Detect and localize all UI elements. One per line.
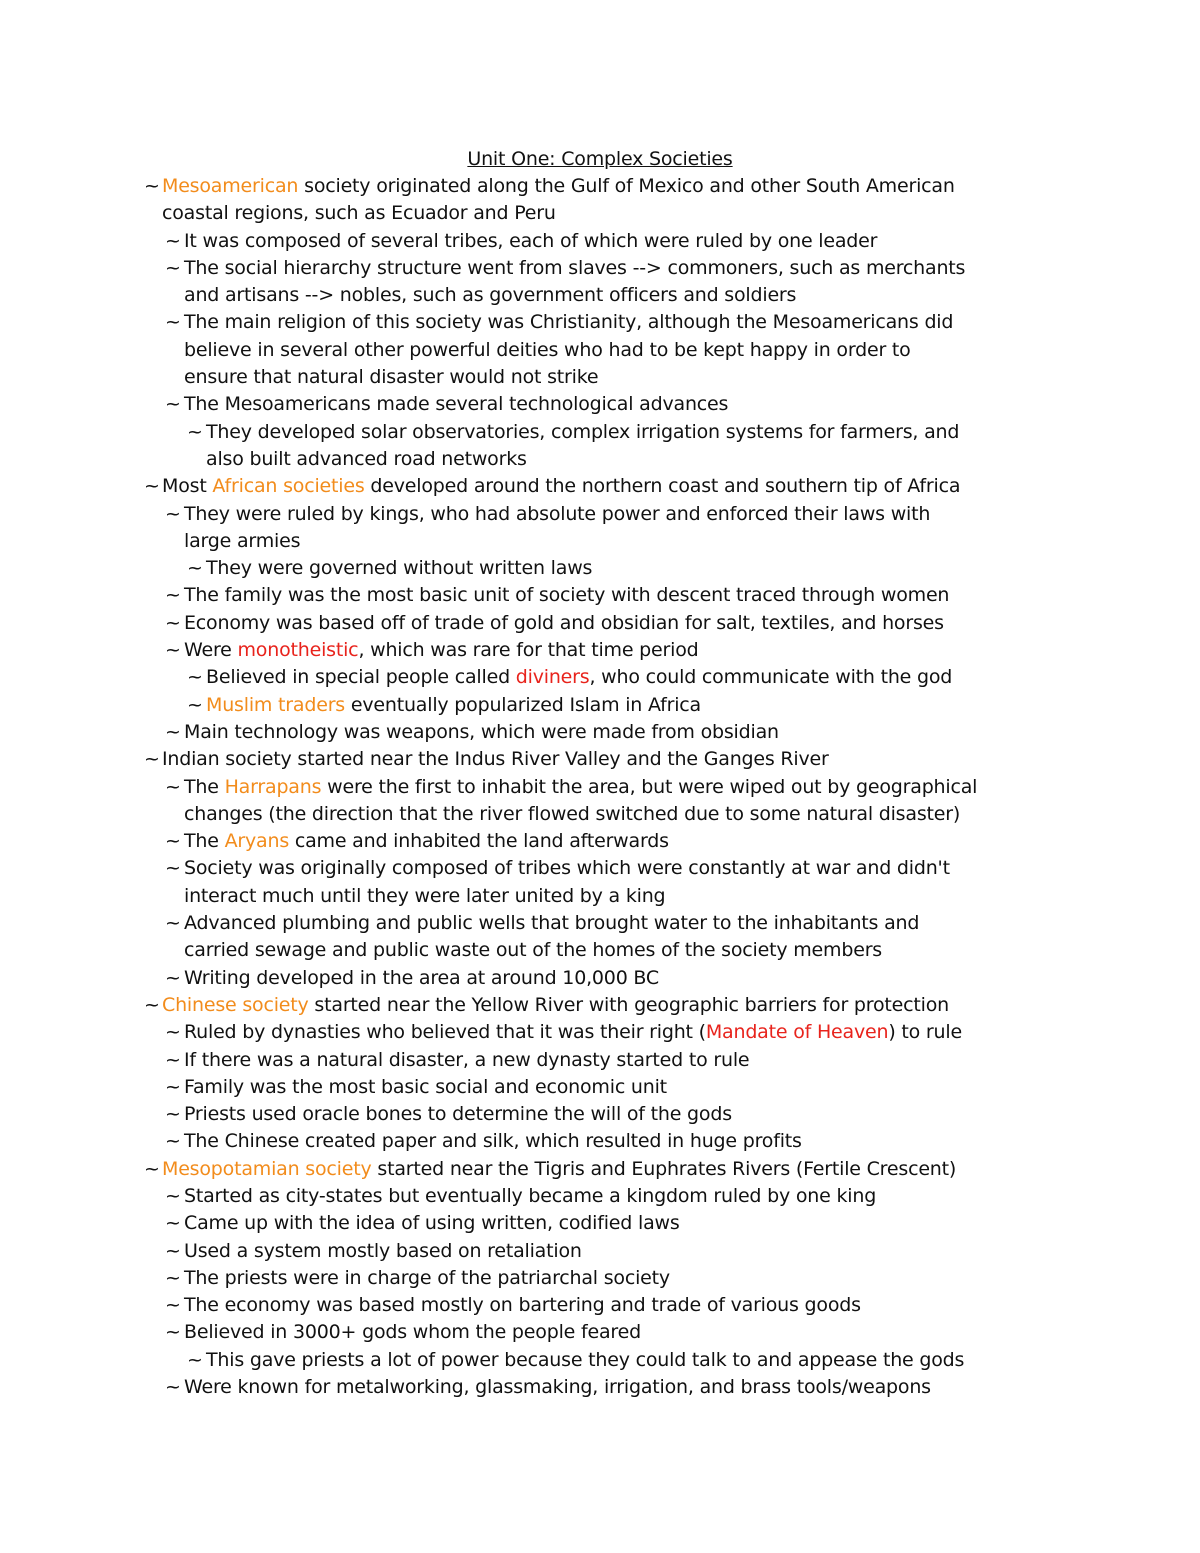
note-text — [184, 937, 882, 964]
note-line — [0, 1265, 1200, 1292]
bullet-tilde-icon: ~ — [144, 993, 160, 1016]
note-line — [0, 419, 1200, 446]
note-text — [184, 228, 877, 255]
note-segment: Used a system mostly based on retaliation — [184, 1239, 582, 1262]
note-segment: The family was the most basic unit of society with descent traced through women — [184, 584, 950, 607]
note-text — [184, 582, 949, 609]
note-text — [206, 1347, 964, 1374]
note-segment: This gave priests a lot of power because they could talk to and appease the gods — [206, 1348, 965, 1371]
bullet-tilde-icon: ~ — [144, 748, 160, 771]
note-segment: also built advanced road networks — [206, 447, 527, 470]
note-line — [0, 992, 1200, 1019]
note-text — [184, 1183, 876, 1210]
note-segment: The Chinese created paper and silk, which resulted in huge profits — [184, 1130, 802, 1153]
note-segment: Believed in special people called — [206, 666, 516, 689]
note-line — [0, 610, 1200, 637]
bullet-tilde-icon: ~ — [165, 1376, 181, 1399]
note-segment: They developed solar observatories, complex irrigation systems for farmers, and — [206, 420, 960, 443]
note-text — [184, 364, 598, 391]
note-text — [206, 446, 527, 473]
note-segment: coastal regions, such as Ecuador and Peru — [162, 202, 556, 225]
document-title: Unit One: Complex Societies — [467, 148, 733, 170]
note-line — [0, 801, 1200, 828]
note-segment: started near the Tigris and Euphrates Rivers (Fertile Crescent) — [371, 1157, 957, 1180]
bullet-tilde-icon: ~ — [165, 1048, 181, 1071]
note-text — [184, 1319, 641, 1346]
bullet-tilde-icon: ~ — [165, 1266, 181, 1289]
bullet-tilde-icon: ~ — [165, 311, 181, 334]
note-text — [184, 391, 728, 418]
note-text — [184, 855, 950, 882]
note-line — [0, 1101, 1200, 1128]
note-segment: Came up with the idea of using written, codified laws — [184, 1212, 680, 1235]
note-segment: The priests were in charge of the patriarchal society — [184, 1266, 670, 1289]
note-line — [0, 664, 1200, 691]
note-text — [206, 664, 952, 691]
bullet-tilde-icon: ~ — [165, 857, 181, 880]
note-line — [0, 1183, 1200, 1210]
note-text — [184, 883, 665, 910]
bullet-tilde-icon: ~ — [165, 256, 181, 279]
note-line — [0, 746, 1200, 773]
note-text — [184, 965, 659, 992]
bullet-tilde-icon: ~ — [187, 693, 203, 716]
note-text — [162, 1156, 956, 1183]
note-text — [184, 1128, 802, 1155]
note-segment: If there was a natural disaster, a new dynasty started to rule — [184, 1048, 750, 1071]
note-line — [0, 1319, 1200, 1346]
note-line — [0, 1374, 1200, 1401]
note-text — [184, 501, 930, 528]
note-line — [0, 692, 1200, 719]
note-segment: ensure that natural disaster would not strike — [184, 366, 599, 389]
bullet-tilde-icon: ~ — [165, 966, 181, 989]
note-line — [0, 255, 1200, 282]
note-line — [0, 883, 1200, 910]
note-text — [206, 555, 592, 582]
highlighted-term: Mesoamerican — [162, 175, 299, 197]
note-text — [184, 637, 698, 664]
note-segment: , which was rare for that time period — [358, 639, 699, 662]
note-segment: developed around the northern coast and southern tip of Africa — [364, 475, 961, 498]
note-text — [162, 746, 829, 773]
note-segment: and artisans --> nobles, such as government officers and soldiers — [184, 284, 797, 307]
note-line — [0, 855, 1200, 882]
bullet-tilde-icon: ~ — [165, 1021, 181, 1044]
note-segment: Society was originally composed of tribes which were constantly at war and didn't — [184, 857, 950, 880]
note-line — [0, 200, 1200, 227]
bullet-tilde-icon: ~ — [187, 557, 203, 580]
bullet-tilde-icon: ~ — [144, 175, 160, 197]
note-text — [184, 1047, 749, 1074]
note-line — [0, 1210, 1200, 1237]
note-text — [184, 1074, 667, 1101]
note-line — [0, 828, 1200, 855]
note-text — [184, 719, 779, 746]
note-line — [0, 1019, 1200, 1046]
note-text — [184, 282, 796, 309]
note-line — [0, 1074, 1200, 1101]
note-line — [0, 309, 1200, 336]
note-text — [206, 692, 701, 719]
note-text — [184, 309, 953, 336]
bullet-tilde-icon: ~ — [165, 1239, 181, 1262]
note-segment: They were ruled by kings, who had absolute power and enforced their laws with — [184, 502, 931, 525]
note-segment: Were — [184, 639, 238, 662]
bullet-tilde-icon: ~ — [165, 1130, 181, 1153]
note-segment: , who could communicate with the god — [589, 666, 953, 689]
bullet-tilde-icon: ~ — [165, 720, 181, 743]
note-segment: Family was the most basic social and economic unit — [184, 1075, 667, 1098]
note-segment: believe in several other powerful deities who had to be kept happy in order to — [184, 338, 911, 361]
note-text — [162, 992, 949, 1019]
note-segment: carried sewage and public waste out of the homes of the society members — [184, 939, 883, 962]
highlighted-term: Harrapans — [224, 775, 322, 798]
highlighted-term: diviners — [515, 666, 590, 689]
note-segment: Indian society started near the Indus River Valley and the Ganges River — [162, 748, 829, 771]
note-segment: The social hierarchy structure went from slaves --> commoners, such as merchants — [184, 256, 966, 279]
note-segment: changes (the direction that the river flowed switched due to some natural disaster) — [184, 802, 961, 825]
highlighted-term: Mandate of Heaven — [705, 1021, 889, 1044]
note-text — [184, 1292, 861, 1319]
highlighted-term: African societies — [212, 475, 365, 498]
note-line — [0, 1238, 1200, 1265]
note-text — [184, 801, 960, 828]
note-segment: Advanced plumbing and public wells that brought water to the inhabitants and — [184, 912, 920, 935]
note-line — [0, 337, 1200, 364]
note-text — [184, 1101, 732, 1128]
note-line — [0, 1047, 1200, 1074]
bullet-tilde-icon: ~ — [165, 1321, 181, 1344]
bullet-tilde-icon: ~ — [165, 1184, 181, 1207]
note-line — [0, 501, 1200, 528]
note-segment: Writing developed in the area at around 10,000 BC — [184, 966, 659, 989]
note-line — [0, 555, 1200, 582]
note-segment: were the first to inhabit the area, but were wiped out by geographical — [321, 775, 978, 798]
note-text — [184, 1019, 962, 1046]
highlighted-term: Chinese society — [162, 993, 309, 1016]
note-segment: large armies — [184, 529, 301, 552]
bullet-tilde-icon: ~ — [187, 1348, 203, 1371]
note-text — [184, 1265, 670, 1292]
note-line — [0, 173, 1200, 200]
note-line — [0, 391, 1200, 418]
note-line — [0, 582, 1200, 609]
note-line — [0, 528, 1200, 555]
note-segment: The Mesoamericans made several technological advances — [184, 393, 729, 416]
bullet-tilde-icon: ~ — [165, 502, 181, 525]
note-text — [184, 337, 911, 364]
note-line — [0, 1128, 1200, 1155]
note-line — [0, 719, 1200, 746]
note-line — [0, 282, 1200, 309]
note-line — [0, 473, 1200, 500]
bullet-tilde-icon: ~ — [187, 420, 203, 443]
highlighted-term: Muslim traders — [206, 693, 346, 716]
note-segment: Ruled by dynasties who believed that it was their right ( — [184, 1021, 706, 1044]
note-text — [162, 173, 955, 200]
note-segment: interact much until they were later united by a king — [184, 884, 666, 907]
bullet-tilde-icon: ~ — [165, 1294, 181, 1317]
note-text — [184, 255, 965, 282]
note-text — [184, 774, 977, 801]
note-line — [0, 910, 1200, 937]
bullet-tilde-icon: ~ — [165, 775, 181, 798]
note-segment: The — [184, 830, 225, 853]
notes-list — [0, 173, 1200, 1401]
bullet-tilde-icon: ~ — [165, 393, 181, 416]
note-text — [162, 200, 556, 227]
note-text — [184, 1238, 582, 1265]
note-segment: Main technology was weapons, which were made from obsidian — [184, 720, 779, 743]
note-segment: eventually popularized Islam in Africa — [345, 693, 701, 716]
note-line — [0, 774, 1200, 801]
note-segment: The main religion of this society was Christianity, although the Mesoamericans did — [184, 311, 954, 334]
note-segment: Economy was based off of trade of gold and obsidian for salt, textiles, and horses — [184, 611, 944, 634]
note-text — [184, 828, 669, 855]
note-text — [184, 1374, 931, 1401]
note-line — [0, 364, 1200, 391]
highlighted-term: Aryans — [224, 830, 290, 853]
note-segment: It was composed of several tribes, each of which were ruled by one leader — [184, 229, 878, 252]
note-line — [0, 446, 1200, 473]
note-line — [0, 1292, 1200, 1319]
note-text — [184, 610, 944, 637]
note-line — [0, 937, 1200, 964]
highlighted-term: monotheistic — [237, 639, 359, 662]
note-line — [0, 965, 1200, 992]
note-line — [0, 1156, 1200, 1183]
note-line — [0, 228, 1200, 255]
highlighted-term: Mesopotamian society — [162, 1157, 372, 1180]
bullet-tilde-icon: ~ — [144, 1157, 160, 1180]
note-segment: The economy was based mostly on bartering and trade of various goods — [184, 1294, 861, 1317]
note-segment: society originated along the Gulf of Mexico and other South American — [298, 175, 955, 197]
bullet-tilde-icon: ~ — [165, 639, 181, 662]
note-segment: Most — [162, 475, 213, 498]
bullet-tilde-icon: ~ — [165, 1075, 181, 1098]
note-text — [162, 473, 960, 500]
note-segment: started near the Yellow River with geographic barriers for protection — [308, 993, 949, 1016]
note-text — [206, 419, 959, 446]
bullet-tilde-icon: ~ — [165, 584, 181, 607]
note-line — [0, 637, 1200, 664]
note-segment: Priests used oracle bones to determine the will of the gods — [184, 1103, 732, 1126]
note-text — [184, 910, 919, 937]
bullet-tilde-icon: ~ — [165, 1103, 181, 1126]
note-segment: Were known for metalworking, glassmaking, irrigation, and brass tools/weapons — [184, 1376, 931, 1399]
bullet-tilde-icon: ~ — [187, 666, 203, 689]
bullet-tilde-icon: ~ — [165, 912, 181, 935]
bullet-tilde-icon: ~ — [165, 611, 181, 634]
note-segment: came and inhabited the land afterwards — [289, 830, 669, 853]
note-text — [184, 528, 300, 555]
note-segment: ) to rule — [888, 1021, 962, 1044]
note-segment: They were governed without written laws — [206, 557, 593, 580]
bullet-tilde-icon: ~ — [165, 1212, 181, 1235]
bullet-tilde-icon: ~ — [144, 475, 160, 498]
note-segment: Believed in 3000+ gods whom the people feared — [184, 1321, 641, 1344]
note-segment: Started as city-states but eventually became a kingdom ruled by one king — [184, 1184, 877, 1207]
note-segment: The — [184, 775, 225, 798]
bullet-tilde-icon: ~ — [165, 830, 181, 853]
note-text — [184, 1210, 680, 1237]
note-line — [0, 1347, 1200, 1374]
bullet-tilde-icon: ~ — [165, 229, 181, 252]
